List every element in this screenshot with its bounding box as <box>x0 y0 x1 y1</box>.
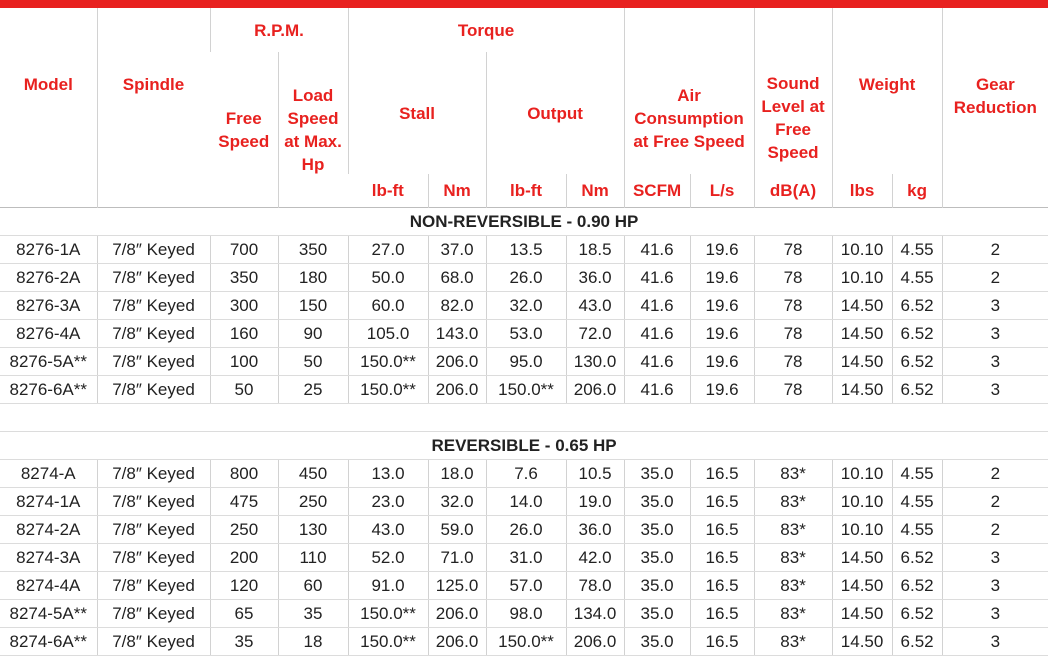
cell-scfm: 41.6 <box>624 320 690 348</box>
section-title: REVERSIBLE - 0.65 HP <box>0 432 1048 460</box>
cell-output-lbft: 14.0 <box>486 488 566 516</box>
cell-ls: 16.5 <box>690 516 754 544</box>
cell-lbs: 10.10 <box>832 516 892 544</box>
cell-free-speed: 800 <box>210 460 278 488</box>
cell-lbs: 14.50 <box>832 628 892 656</box>
table-row <box>0 516 1048 544</box>
cell-lbs: 10.10 <box>832 264 892 292</box>
cell-output-lbft: 7.6 <box>486 460 566 488</box>
unit-output-nm: Nm <box>566 174 624 208</box>
cell-stall-nm: 32.0 <box>428 488 486 516</box>
cell-load-speed: 50 <box>278 348 348 376</box>
cell-lbs: 10.10 <box>832 488 892 516</box>
cell-dba: 78 <box>754 264 832 292</box>
table-row <box>0 236 1048 264</box>
cell-dba: 83* <box>754 544 832 572</box>
cell-scfm: 35.0 <box>624 488 690 516</box>
col-header-stall: Stall <box>348 52 486 174</box>
cell-stall-lbft: 27.0 <box>348 236 428 264</box>
cell-model: 8276-2A <box>0 264 97 292</box>
table-row <box>0 544 1048 572</box>
table-row <box>0 600 1048 628</box>
cell-ls: 19.6 <box>690 348 754 376</box>
cell-scfm: 41.6 <box>624 292 690 320</box>
cell-load-speed: 90 <box>278 320 348 348</box>
cell-free-speed: 200 <box>210 544 278 572</box>
cell-kg: 4.55 <box>892 236 942 264</box>
cell-spindle: 7/8″ Keyed <box>97 572 210 600</box>
cell-model: 8276-1A <box>0 236 97 264</box>
unit-stall-nm: Nm <box>428 174 486 208</box>
cell-output-lbft: 150.0** <box>486 628 566 656</box>
cell-load-speed: 180 <box>278 264 348 292</box>
section-header-row <box>0 208 1048 236</box>
cell-output-nm: 72.0 <box>566 320 624 348</box>
cell-stall-lbft: 52.0 <box>348 544 428 572</box>
cell-free-speed: 475 <box>210 488 278 516</box>
cell-load-speed: 18 <box>278 628 348 656</box>
cell-output-nm: 206.0 <box>566 376 624 404</box>
cell-output-lbft: 26.0 <box>486 516 566 544</box>
table-row <box>0 572 1048 600</box>
cell-stall-lbft: 150.0** <box>348 628 428 656</box>
cell-kg: 6.52 <box>892 544 942 572</box>
cell-load-speed: 25 <box>278 376 348 404</box>
cell-scfm: 41.6 <box>624 376 690 404</box>
cell-ls: 16.5 <box>690 488 754 516</box>
cell-ls: 16.5 <box>690 460 754 488</box>
cell-model: 8276-3A <box>0 292 97 320</box>
unit-output-lbft: lb-ft <box>486 174 566 208</box>
cell-stall-lbft: 50.0 <box>348 264 428 292</box>
cell-dba: 83* <box>754 600 832 628</box>
cell-model: 8274-5A** <box>0 600 97 628</box>
cell-kg: 4.55 <box>892 460 942 488</box>
cell-stall-lbft: 105.0 <box>348 320 428 348</box>
cell-scfm: 35.0 <box>624 460 690 488</box>
cell-gear: 2 <box>942 488 1048 516</box>
spec-table <box>0 8 1048 656</box>
cell-stall-lbft: 150.0** <box>348 348 428 376</box>
cell-model: 8276-5A** <box>0 348 97 376</box>
col-header-sound-level: Sound Level at Free Speed <box>754 8 832 174</box>
cell-stall-lbft: 23.0 <box>348 488 428 516</box>
cell-free-speed: 300 <box>210 292 278 320</box>
cell-spindle: 7/8″ Keyed <box>97 460 210 488</box>
cell-spindle: 7/8″ Keyed <box>97 376 210 404</box>
cell-ls: 16.5 <box>690 628 754 656</box>
cell-ls: 19.6 <box>690 236 754 264</box>
cell-gear: 3 <box>942 600 1048 628</box>
cell-ls: 19.6 <box>690 376 754 404</box>
table-row <box>0 460 1048 488</box>
cell-stall-nm: 206.0 <box>428 628 486 656</box>
col-header-air-consumption: Air Consumption at Free Speed <box>624 8 754 174</box>
cell-ls: 19.6 <box>690 292 754 320</box>
cell-gear: 3 <box>942 292 1048 320</box>
cell-kg: 6.52 <box>892 320 942 348</box>
cell-scfm: 35.0 <box>624 628 690 656</box>
table-row <box>0 292 1048 320</box>
table-row <box>0 264 1048 292</box>
section-title: NON-REVERSIBLE - 0.90 HP <box>0 208 1048 236</box>
col-header-gear-reduction: Gear Reduction <box>942 8 1048 208</box>
unit-stall-lbft: lb-ft <box>371 181 404 200</box>
cell-gear: 3 <box>942 348 1048 376</box>
cell-gear: 2 <box>942 264 1048 292</box>
section-spacer <box>0 404 1048 432</box>
cell-stall-nm: 206.0 <box>428 600 486 628</box>
cell-stall-nm: 206.0 <box>428 376 486 404</box>
cell-output-lbft: 32.0 <box>486 292 566 320</box>
cell-output-nm: 36.0 <box>566 516 624 544</box>
cell-spindle: 7/8″ Keyed <box>97 264 210 292</box>
table-row <box>0 320 1048 348</box>
cell-lbs: 14.50 <box>832 320 892 348</box>
cell-stall-nm: 71.0 <box>428 544 486 572</box>
cell-ls: 19.6 <box>690 264 754 292</box>
cell-lbs: 14.50 <box>832 572 892 600</box>
section-header-row <box>0 432 1048 460</box>
cell-kg: 6.52 <box>892 348 942 376</box>
cell-spindle: 7/8″ Keyed <box>97 628 210 656</box>
cell-lbs: 14.50 <box>832 600 892 628</box>
cell-load-speed: 350 <box>278 236 348 264</box>
col-header-torque: Torque <box>348 8 624 52</box>
cell-dba: 78 <box>754 320 832 348</box>
cell-dba: 78 <box>754 348 832 376</box>
cell-model: 8274-A <box>0 460 97 488</box>
unit-scfm: SCFM <box>624 174 690 208</box>
cell-output-nm: 42.0 <box>566 544 624 572</box>
cell-kg: 4.55 <box>892 264 942 292</box>
table-body <box>0 208 1048 656</box>
cell-load-speed: 130 <box>278 516 348 544</box>
col-header-output: Output <box>486 52 624 174</box>
cell-dba: 78 <box>754 292 832 320</box>
cell-output-nm: 130.0 <box>566 348 624 376</box>
cell-model: 8274-3A <box>0 544 97 572</box>
cell-lbs: 10.10 <box>832 236 892 264</box>
cell-model: 8274-1A <box>0 488 97 516</box>
cell-lbs: 14.50 <box>832 348 892 376</box>
cell-kg: 6.52 <box>892 628 942 656</box>
cell-gear: 3 <box>942 544 1048 572</box>
cell-output-nm: 78.0 <box>566 572 624 600</box>
cell-spindle: 7/8″ Keyed <box>97 236 210 264</box>
cell-scfm: 41.6 <box>624 348 690 376</box>
cell-kg: 4.55 <box>892 516 942 544</box>
cell-free-speed: 350 <box>210 264 278 292</box>
cell-output-nm: 19.0 <box>566 488 624 516</box>
cell-output-nm: 206.0 <box>566 628 624 656</box>
cell-lbs: 14.50 <box>832 376 892 404</box>
cell-output-lbft: 31.0 <box>486 544 566 572</box>
table-row <box>0 376 1048 404</box>
cell-dba: 83* <box>754 516 832 544</box>
cell-scfm: 41.6 <box>624 264 690 292</box>
cell-load-speed: 60 <box>278 572 348 600</box>
cell-output-lbft: 53.0 <box>486 320 566 348</box>
cell-stall-nm: 18.0 <box>428 460 486 488</box>
cell-stall-lbft: 150.0** <box>348 600 428 628</box>
cell-output-lbft: 150.0** <box>486 376 566 404</box>
cell-kg: 6.52 <box>892 292 942 320</box>
cell-model: 8274-6A** <box>0 628 97 656</box>
cell-scfm: 35.0 <box>624 516 690 544</box>
cell-lbs: 14.50 <box>832 292 892 320</box>
cell-free-speed: 50 <box>210 376 278 404</box>
cell-kg: 6.52 <box>892 376 942 404</box>
cell-ls: 16.5 <box>690 572 754 600</box>
cell-gear: 3 <box>942 320 1048 348</box>
accent-bar <box>0 0 1048 8</box>
cell-lbs: 10.10 <box>832 460 892 488</box>
cell-stall-lbft: 91.0 <box>348 572 428 600</box>
unit-lbs: lbs <box>832 174 892 208</box>
cell-stall-nm: 82.0 <box>428 292 486 320</box>
unit-ls: L/s <box>690 174 754 208</box>
cell-stall-nm: 125.0 <box>428 572 486 600</box>
cell-scfm: 41.6 <box>624 236 690 264</box>
cell-stall-lbft: 13.0 <box>348 460 428 488</box>
cell-free-speed: 100 <box>210 348 278 376</box>
cell-ls: 16.5 <box>690 544 754 572</box>
cell-stall-nm: 143.0 <box>428 320 486 348</box>
cell-dba: 78 <box>754 376 832 404</box>
cell-free-speed: 700 <box>210 236 278 264</box>
cell-ls: 19.6 <box>690 320 754 348</box>
cell-dba: 83* <box>754 460 832 488</box>
cell-output-lbft: 57.0 <box>486 572 566 600</box>
cell-scfm: 35.0 <box>624 572 690 600</box>
cell-model: 8274-2A <box>0 516 97 544</box>
cell-model: 8276-6A** <box>0 376 97 404</box>
cell-stall-nm: 68.0 <box>428 264 486 292</box>
col-header-rpm: R.P.M. <box>210 8 348 52</box>
cell-spindle: 7/8″ Keyed <box>97 488 210 516</box>
cell-load-speed: 450 <box>278 460 348 488</box>
cell-kg: 6.52 <box>892 600 942 628</box>
cell-spindle: 7/8″ Keyed <box>97 600 210 628</box>
col-header-spindle: Spindle <box>97 8 210 208</box>
cell-spindle: 7/8″ Keyed <box>97 292 210 320</box>
table-row <box>0 628 1048 656</box>
cell-output-nm: 18.5 <box>566 236 624 264</box>
cell-kg: 4.55 <box>892 488 942 516</box>
cell-ls: 16.5 <box>690 600 754 628</box>
cell-free-speed: 120 <box>210 572 278 600</box>
cell-dba: 83* <box>754 572 832 600</box>
cell-spindle: 7/8″ Keyed <box>97 544 210 572</box>
cell-free-speed: 160 <box>210 320 278 348</box>
cell-stall-nm: 59.0 <box>428 516 486 544</box>
cell-spindle: 7/8″ Keyed <box>97 516 210 544</box>
cell-load-speed: 150 <box>278 292 348 320</box>
cell-spindle: 7/8″ Keyed <box>97 348 210 376</box>
table-row <box>0 348 1048 376</box>
table-row <box>0 488 1048 516</box>
col-header-load-speed: Load Speed at Max. Hp <box>278 52 348 208</box>
unit-kg: kg <box>892 174 942 208</box>
cell-lbs: 14.50 <box>832 544 892 572</box>
cell-output-lbft: 13.5 <box>486 236 566 264</box>
cell-dba: 83* <box>754 628 832 656</box>
cell-model: 8276-4A <box>0 320 97 348</box>
cell-gear: 3 <box>942 572 1048 600</box>
cell-stall-lbft: 150.0** <box>348 376 428 404</box>
cell-model: 8274-4A <box>0 572 97 600</box>
cell-gear: 3 <box>942 376 1048 404</box>
cell-load-speed: 250 <box>278 488 348 516</box>
cell-spindle: 7/8″ Keyed <box>97 320 210 348</box>
cell-output-nm: 134.0 <box>566 600 624 628</box>
unit-dba: dB(A) <box>754 174 832 208</box>
cell-output-nm: 10.5 <box>566 460 624 488</box>
cell-stall-nm: 206.0 <box>428 348 486 376</box>
col-header-weight: Weight <box>832 8 942 174</box>
cell-load-speed: 35 <box>278 600 348 628</box>
cell-free-speed: 35 <box>210 628 278 656</box>
cell-output-lbft: 98.0 <box>486 600 566 628</box>
cell-free-speed: 65 <box>210 600 278 628</box>
cell-gear: 2 <box>942 460 1048 488</box>
cell-output-lbft: 95.0 <box>486 348 566 376</box>
cell-gear: 3 <box>942 628 1048 656</box>
col-header-free-speed: Free Speed <box>218 108 270 151</box>
cell-scfm: 35.0 <box>624 544 690 572</box>
cell-gear: 2 <box>942 236 1048 264</box>
cell-output-nm: 36.0 <box>566 264 624 292</box>
col-header-model: Model <box>23 75 73 94</box>
cell-dba: 83* <box>754 488 832 516</box>
cell-stall-nm: 37.0 <box>428 236 486 264</box>
cell-kg: 6.52 <box>892 572 942 600</box>
cell-output-nm: 43.0 <box>566 292 624 320</box>
cell-dba: 78 <box>754 236 832 264</box>
cell-load-speed: 110 <box>278 544 348 572</box>
cell-gear: 2 <box>942 516 1048 544</box>
cell-stall-lbft: 60.0 <box>348 292 428 320</box>
cell-scfm: 35.0 <box>624 600 690 628</box>
cell-free-speed: 250 <box>210 516 278 544</box>
cell-output-lbft: 26.0 <box>486 264 566 292</box>
cell-stall-lbft: 43.0 <box>348 516 428 544</box>
